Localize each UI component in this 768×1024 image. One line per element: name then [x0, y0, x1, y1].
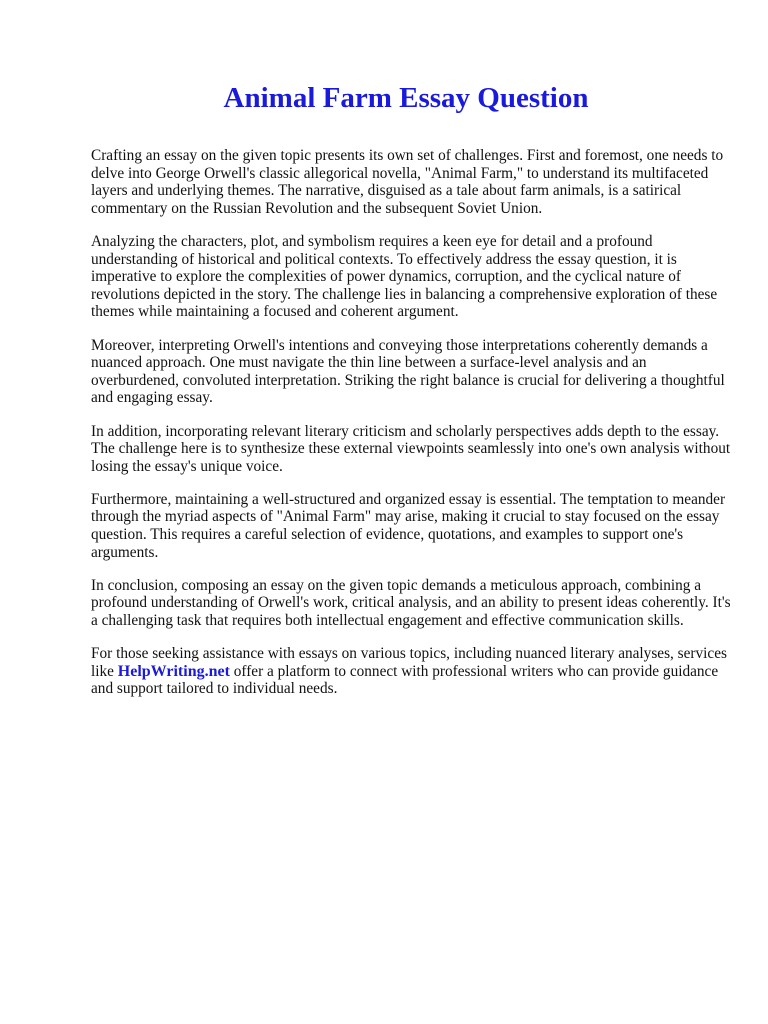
paragraph-6: In conclusion, composing an essay on the given topic demands a meticulous approach, combining a profound understanding of Orwell's work, critical analysis, and an ability to present ideas coherently. It's a challenging task that requires both intellectual engagement and effective communication skills. [91, 576, 731, 630]
document-title: Animal Farm Essay Question [223, 82, 589, 114]
paragraph-closing [91, 645, 731, 698]
paragraph-5: Furthermore, maintaining a well-structured and organized essay is essential. The temptation to meander through the myriad aspects of "Animal Farm" may arise, making it crucial to stay focused on the essay question. This requires a careful selection of evidence, quotations, and examples to support one's arguments. [91, 490, 726, 561]
document-body [91, 147, 731, 714]
paragraph-1: Crafting an essay on the given topic presents its own set of challenges. First and foremost, one needs to delve into George Orwell's classic allegorical novella, "Animal Farm," to understand its multifaceted layers and underlying themes. The narrative, disguised as a tale about farm animals, is a satirical commentary on the Russian Revolution and the subsequent Soviet Union. [91, 147, 724, 217]
helpwriting-link[interactable]: HelpWriting.net [117, 662, 230, 680]
closing-text-before-link: For those seeking assistance with essays on various topics, including nuanced literary analyses, services like [91, 645, 727, 680]
paragraph-3: Moreover, interpreting Orwell's intentions and conveying those interpretations coherently demands a nuanced approach. One must navigate the thin line between a surface-level analysis and an overburdened, convoluted interpretation. Striking the right balance is crucial for delivering a thoughtful and engaging essay. [91, 336, 725, 407]
paragraph-2: Analyzing the characters, plot, and symbolism requires a keen eye for detail and a profound understanding of historical and political contexts. To effectively address the essay question, it is imperative to explore the complexities of power dynamics, corruption, and the cyclical nature of revolutions depicted in the story. The challenge lies in balancing a comprehensive exploration of these themes while maintaining a focused and coherent argument. [91, 232, 718, 321]
closing-text-after-link: offer a platform to connect with professional writers who can provide guidance and support tailored to individual needs. [91, 662, 719, 698]
paragraph-4: In addition, incorporating relevant literary criticism and scholarly perspectives adds depth to the essay. The challenge here is to synthesize these external viewpoints seamlessly into one's own analysis without losing the essay's unique voice. [91, 422, 731, 475]
